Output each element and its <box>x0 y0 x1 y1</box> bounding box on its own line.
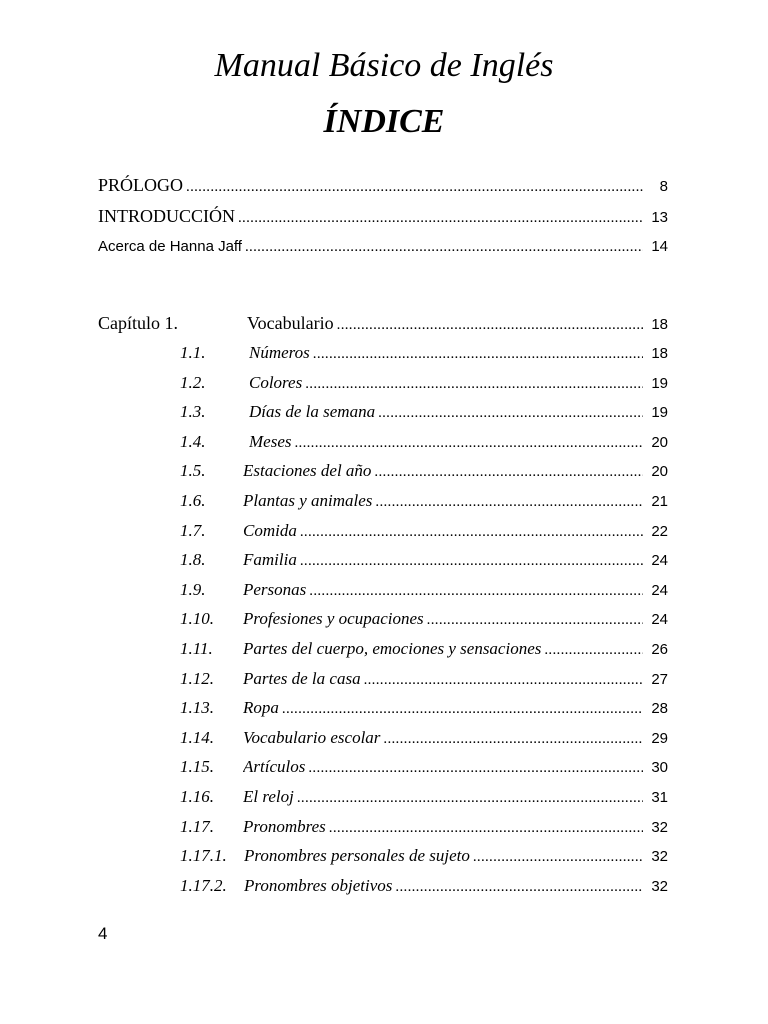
document-title: Manual Básico de Inglés <box>214 47 554 84</box>
page-number: 4 <box>98 924 108 943</box>
section-title-row <box>249 432 668 458</box>
toc-section-entry <box>0 817 768 843</box>
toc-section-entry <box>0 373 768 399</box>
section-title: Pronombres <box>243 817 326 836</box>
section-title: Meses <box>249 432 292 451</box>
chapter-title: Vocabulario <box>247 313 334 333</box>
toc-leader-dots <box>245 239 643 256</box>
toc-leader-dots <box>294 435 643 452</box>
section-title-row <box>249 402 668 428</box>
section-title-row <box>243 817 668 843</box>
section-page: 30 <box>651 759 668 776</box>
section-page: 32 <box>651 848 668 865</box>
section-title: Pronombres personales de sujeto <box>244 846 470 865</box>
section-title: Artículos <box>243 757 306 776</box>
toc-section-entry <box>0 461 768 487</box>
section-number: 1.9. <box>180 580 206 599</box>
section-page: 21 <box>651 493 668 510</box>
toc-section-entry <box>0 846 768 872</box>
section-page: 29 <box>651 730 668 747</box>
section-title: El reloj <box>243 787 294 806</box>
section-number: 1.8. <box>180 550 206 569</box>
section-number: 1.6. <box>180 491 206 510</box>
section-title-row <box>243 787 668 813</box>
section-title: Números <box>249 343 310 362</box>
section-number: 1.17. <box>180 817 214 836</box>
section-title: Partes del cuerpo, emociones y sensaciones <box>243 639 542 658</box>
section-number: 1.3. <box>180 402 206 421</box>
section-number: 1.11. <box>180 639 213 658</box>
toc-leader-dots <box>309 583 643 600</box>
section-page: 22 <box>651 523 668 540</box>
toc-leader-dots <box>282 701 643 718</box>
section-page: 20 <box>651 434 668 451</box>
toc-leader-dots <box>375 494 643 511</box>
section-title-row <box>243 521 668 547</box>
section-title: Ropa <box>243 698 279 717</box>
section-title-row <box>243 550 668 576</box>
section-page: 31 <box>651 789 668 806</box>
section-title-row <box>244 876 668 902</box>
toc-section-entry <box>0 550 768 576</box>
toc-leader-dots <box>313 346 643 363</box>
toc-entry-title: Acerca de Hanna Jaff <box>98 238 242 255</box>
toc-section-entry <box>0 728 768 754</box>
toc-chapter-1 <box>0 313 768 339</box>
section-number: 1.17.1. <box>180 846 227 865</box>
section-page: 18 <box>651 345 668 362</box>
toc-entry-introduccion <box>98 206 668 232</box>
toc-section-entry <box>0 432 768 458</box>
toc-section-entry <box>0 402 768 428</box>
section-title: Plantas y animales <box>243 491 373 510</box>
toc-entry-page: 14 <box>651 238 668 255</box>
toc-section-entry <box>0 698 768 724</box>
section-number: 1.12. <box>180 669 214 688</box>
section-title-row <box>243 757 668 783</box>
toc-section-entry <box>0 580 768 606</box>
index-heading: ÍNDICE <box>323 103 445 140</box>
toc-section-entry <box>0 491 768 517</box>
section-number: 1.13. <box>180 698 214 717</box>
section-title-row <box>243 669 668 695</box>
toc-leader-dots <box>364 672 643 689</box>
section-page: 20 <box>651 463 668 480</box>
toc-leader-dots <box>337 317 643 334</box>
section-title: Familia <box>243 550 297 569</box>
toc-leader-dots <box>473 849 643 866</box>
toc-entry-title: PRÓLOGO <box>98 175 184 195</box>
toc-section-entry <box>0 757 768 783</box>
chapter-number: Capítulo 1. <box>98 313 178 333</box>
toc-leader-dots <box>308 760 643 777</box>
section-page: 19 <box>651 375 668 392</box>
section-number: 1.1. <box>180 343 206 362</box>
section-title-row <box>243 639 668 665</box>
toc-leader-dots <box>297 790 643 807</box>
section-title: Colores <box>249 373 303 392</box>
section-title-row <box>243 580 668 606</box>
toc-leader-dots <box>186 179 643 196</box>
section-number: 1.10. <box>180 609 214 628</box>
section-number: 1.4. <box>180 432 206 451</box>
section-page: 28 <box>651 700 668 717</box>
toc-leader-dots <box>374 464 643 481</box>
section-title-row <box>243 491 668 517</box>
section-number: 1.14. <box>180 728 214 747</box>
section-title-row <box>243 698 668 724</box>
toc-entry-page: 13 <box>651 209 668 226</box>
section-title: Partes de la casa <box>243 669 361 688</box>
section-title-row <box>243 461 668 487</box>
section-page: 32 <box>651 878 668 895</box>
toc-leader-dots <box>378 405 643 422</box>
toc-leader-dots <box>305 376 643 393</box>
toc-leader-dots <box>427 612 643 629</box>
section-page: 24 <box>651 582 668 599</box>
section-title-row <box>249 343 668 369</box>
toc-entry-prologo <box>98 175 668 201</box>
toc-entry-title: INTRODUCCIÓN <box>98 206 235 226</box>
toc-leader-dots <box>300 553 643 570</box>
toc-entry-acerca <box>98 238 668 264</box>
section-number: 1.2. <box>180 373 206 392</box>
chapter-page: 18 <box>651 316 668 333</box>
section-title-row <box>243 728 668 754</box>
section-page: 27 <box>651 671 668 688</box>
toc-entry-page: 8 <box>659 178 668 195</box>
toc-leader-dots <box>544 642 643 659</box>
toc-section-entry <box>0 521 768 547</box>
section-title: Vocabulario escolar <box>243 728 381 747</box>
section-page: 24 <box>651 611 668 628</box>
toc-leader-dots <box>300 524 643 541</box>
section-page: 24 <box>651 552 668 569</box>
toc-section-entry <box>0 609 768 635</box>
section-number: 1.7. <box>180 521 206 540</box>
section-title-row <box>249 373 668 399</box>
section-number: 1.5. <box>180 461 206 480</box>
toc-leader-dots <box>395 879 643 896</box>
section-title: Profesiones y ocupaciones <box>243 609 424 628</box>
section-title-row <box>244 846 668 872</box>
section-title: Estaciones del año <box>243 461 372 480</box>
toc-section-entry <box>0 787 768 813</box>
section-number: 1.16. <box>180 787 214 806</box>
section-title: Comida <box>243 521 297 540</box>
section-number: 1.17.2. <box>180 876 227 895</box>
section-title: Días de la semana <box>249 402 376 421</box>
toc-leader-dots <box>329 820 643 837</box>
section-title: Personas <box>243 580 307 599</box>
section-page: 32 <box>651 819 668 836</box>
toc-section-entry <box>0 669 768 695</box>
toc-section-entry <box>0 343 768 369</box>
section-page: 26 <box>651 641 668 658</box>
chapter-title-row <box>247 313 668 339</box>
toc-leader-dots <box>238 210 643 227</box>
toc-section-entry <box>0 876 768 902</box>
section-title-row <box>243 609 668 635</box>
section-number: 1.15. <box>180 757 214 776</box>
toc-leader-dots <box>383 731 643 748</box>
section-title: Pronombres objetivos <box>244 876 393 895</box>
toc-section-entry <box>0 639 768 665</box>
section-page: 19 <box>651 404 668 421</box>
